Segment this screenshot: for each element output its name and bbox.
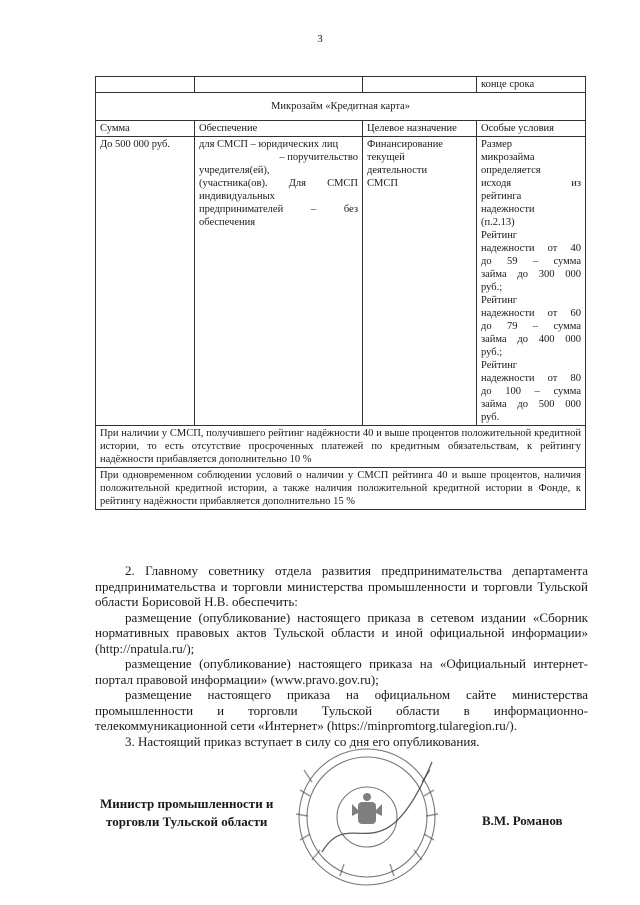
paragraph-2a: размещение (опубликование) настоящего приказа в сетевом издании «Сборник нормативных правовых актов Тульской области и иной официальной информации» (http://npatula.ru/);: [95, 609, 588, 656]
conditions-line: до 59 – сумма: [481, 256, 581, 267]
loan-terms-table: [95, 76, 586, 510]
conditions-line: надежности от 60: [481, 308, 581, 319]
note-rating-15: При одновременном соблюдении условий о наличии у СМСП рейтинга 40 и выше процентов, наличия положительной кредитной истории, а также наличия положительной кредитной истории в Фонде, к рейтингу надёжности прибавляется дополнительно 15 %: [96, 468, 586, 510]
conditions-line: Рейтинг: [481, 295, 518, 306]
conditions-line: руб.;: [481, 347, 503, 358]
paragraph-2: 2. Главному советнику отдела развития предпринимательства департамента предпринимательства и торговли министерства промышленности и торговли Тульской области Борисовой Н.В. обеспечить:: [95, 563, 588, 609]
security-line: учредителя(ей),: [199, 165, 270, 176]
security-cell: [195, 137, 363, 426]
signature-title: [100, 795, 273, 831]
signatory-name: В.М. Романов: [482, 813, 563, 828]
header-amount: Сумма: [96, 121, 195, 137]
security-line: обеспечения: [199, 217, 256, 228]
page-number: 3: [317, 33, 323, 45]
conditions-line: руб.: [481, 412, 500, 423]
paragraph-3: 3. Настоящий приказ вступает в силу со дня его опубликования.: [125, 733, 480, 749]
security-line: индивидуальных: [199, 191, 275, 202]
purpose-line: деятельности: [367, 165, 428, 176]
table-cell: конце срока: [477, 77, 586, 93]
official-seal-stamp: [282, 742, 452, 892]
header-security: Обеспечение: [195, 121, 363, 137]
table-row: [96, 426, 586, 468]
conditions-line: надежности: [481, 204, 535, 215]
conditions-line: до 100 – сумма: [481, 386, 581, 397]
conditions-line: займа до 500 000: [481, 399, 581, 410]
conditions-line: до 79 – сумма: [481, 321, 581, 332]
conditions-line: надежности от 40: [481, 243, 581, 254]
security-line: (участника(ов). Для СМСП: [199, 178, 358, 189]
table-cell: [195, 77, 363, 93]
header-conditions: Особые условия: [477, 121, 586, 137]
header-purpose: Целевое назначение: [363, 121, 477, 137]
conditions-line: Рейтинг: [481, 230, 518, 241]
note-rating-10: При наличии у СМСП, получившего рейтинг надёжности 40 и выше процентов положительной кредитной истории, то есть отсутствие просроченных платежей по кредитным обязательствам, к рейтингу надёжности прибавляется дополнительно 10 %: [96, 426, 586, 468]
security-line: предпринимателей – без: [199, 204, 358, 215]
section-title: Микрозайм «Кредитная карта»: [96, 93, 586, 121]
table-row: [96, 93, 586, 121]
table-row: [96, 137, 586, 426]
amount-cell: До 500 000 руб.: [96, 137, 195, 426]
security-line: для СМСП – юридических лиц: [199, 139, 339, 150]
conditions-line: надежности от 80: [481, 373, 581, 384]
conditions-line: исходя из: [481, 178, 581, 189]
conditions-line: Размер: [481, 139, 513, 150]
table-cell: [363, 77, 477, 93]
paragraph-2c: размещение настоящего приказа на официальном сайте министерства промышленности и торговли Тульской области в информационно-телекоммуникационной сети «Интернет» (https://minpromtorg.tularegion.ru/).: [95, 687, 588, 733]
conditions-cell: [477, 137, 586, 426]
paragraph-2b: размещение (опубликование) настоящего приказа на «Официальный интернет-портал правовой информации» (www.pravo.gov.ru);: [95, 656, 588, 687]
conditions-line: займа до 300 000: [481, 269, 581, 280]
conditions-line: Рейтинг: [481, 360, 518, 371]
table-cell: [96, 77, 195, 93]
order-paragraphs: [95, 563, 588, 749]
security-line: – поручительство: [279, 152, 358, 163]
conditions-line: (п.2.13): [481, 217, 515, 228]
purpose-cell: [363, 137, 477, 426]
signature-title-line: торговли Тульской области: [106, 814, 268, 829]
purpose-line: СМСП: [367, 178, 398, 189]
purpose-line: Финансирование: [367, 139, 443, 150]
conditions-line: руб.;: [481, 282, 503, 293]
conditions-line: определяется: [481, 165, 541, 176]
table-row: [96, 77, 586, 93]
table-row: [96, 468, 586, 510]
signature-title-line: Министр промышленности и: [100, 796, 274, 811]
purpose-line: текущей: [367, 152, 405, 163]
table-header-row: [96, 121, 586, 137]
conditions-line: займа до 400 000: [481, 334, 581, 345]
conditions-line: рейтинга: [481, 191, 522, 202]
conditions-line: микрозайма: [481, 152, 535, 163]
